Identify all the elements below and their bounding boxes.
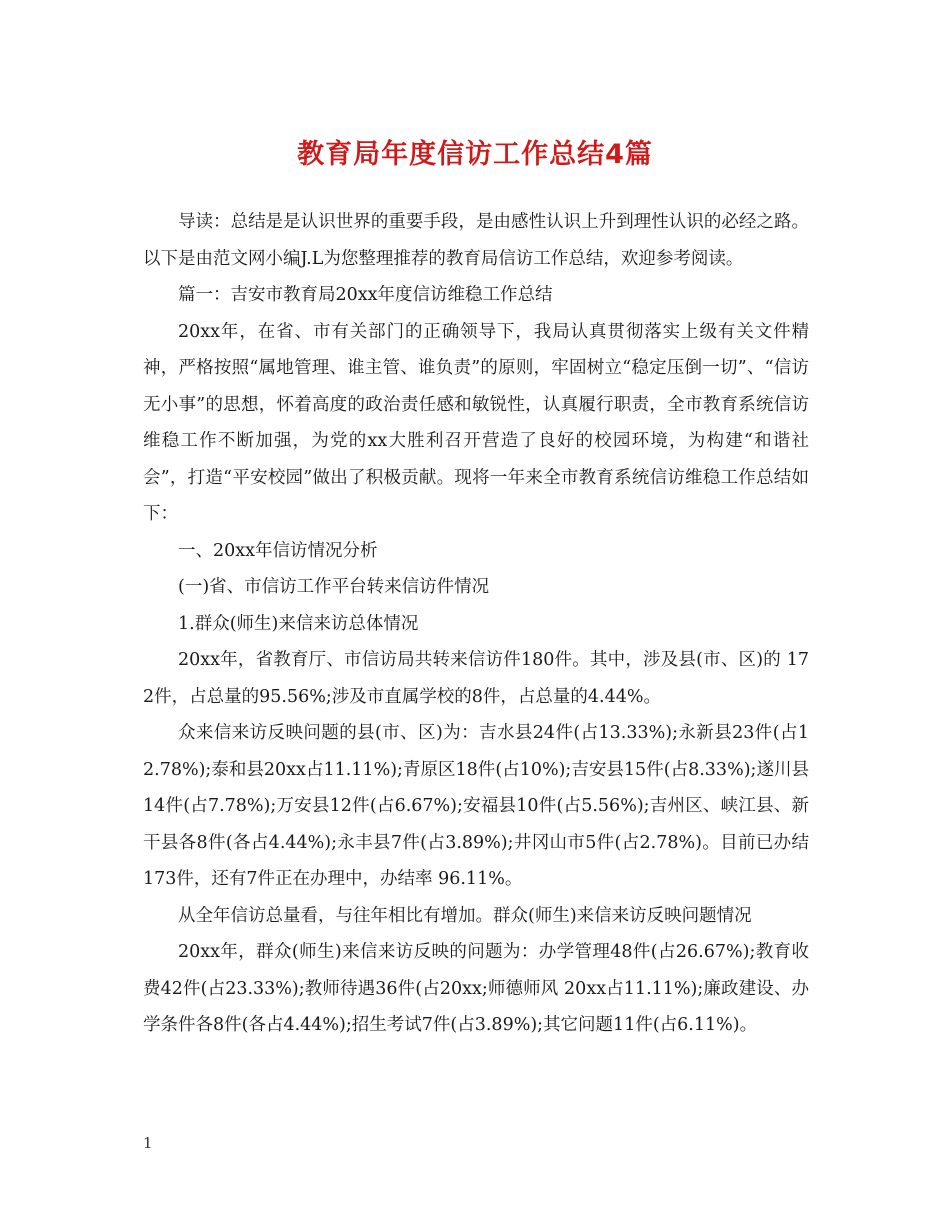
paragraph-trend: 从全年信访总量看，与往年相比有增加。群众(师生)来信来访反映问题情况 [178, 905, 752, 926]
paragraph-total-count: 20xx年，省教育厅、市信访局共转来信访件180件。其中，涉及县(市、区)的 172件，占总量的95.56%;涉及市直属学校的8件，占总量的4.44%。 [143, 650, 809, 707]
paragraph-issue-breakdown: 20xx年，群众(师生)来信来访反映的问题为：办学管理48件(占26.67%);教育收费42件(占23.33%);教师待遇36件(占20xx;师德师风 20xx占11.11%);廉政建设、办学条件各8件(各占4.44%);招生考试7件(占3.89%);其它问题11件(占6.11%)。 [143, 942, 809, 1035]
page-number: 1 [143, 1134, 153, 1152]
document-body [143, 204, 809, 1044]
document-title: 教育局年度信访工作总结4篇 [297, 139, 653, 170]
paragraph-subsection-heading: (一)省、市信访工作平台转来信访件情况 [178, 577, 490, 597]
paragraph-article-heading: 篇一：吉安市教育局20xx年度信访维稳工作总结 [178, 285, 553, 305]
paragraph-section-heading: 一、20xx年信访情况分析 [178, 540, 378, 561]
paragraph-overview: 20xx年，在省、市有关部门的正确领导下，我局认真贯彻落实上级有关文件精神，严格按照“属地管理、谁主管、谁负责”的原则，牢固树立“稳定压倒一切”、“信访无小事”的思想，怀着高度的政治责任感和敏锐性，认真履行职责，全市教育系统信访维稳工作不断加强，为党的xx大胜利召开营造了良好的校园环境，为构建“和谐社会”，打造“平安校园”做出了积极贡献。现将一年来全市教育系统信访维稳工作总结如下： [143, 321, 809, 524]
paragraph-county-breakdown: 众来信来访反映问题的县(市、区)为：吉水县24件(占13.33%);永新县23件(占12.78%);泰和县20xx占11.11%);青原区18件(占10%);吉安县15件(占8.33%);遂川县14件(占7.78%);万安县12件(占6.67%);安福县10件(占5.56%);吉州区、峡江县、新干县各8件(各占4.44%);永丰县7件(占3.89%);井冈山市5件(占2.78%)。目前已办结173件，还有7件正在办理中，办结率 96.11%。 [143, 723, 809, 889]
paragraph-item-heading: 1.群众(师生)来信来访总体情况 [178, 613, 419, 634]
paragraph-intro: 导读：总结是是认识世界的重要手段，是由感性认识上升到理性认识的必经之路。以下是由范文网小编J.L为您整理推荐的教育局信访工作总结，欢迎参考阅读。 [143, 212, 809, 269]
